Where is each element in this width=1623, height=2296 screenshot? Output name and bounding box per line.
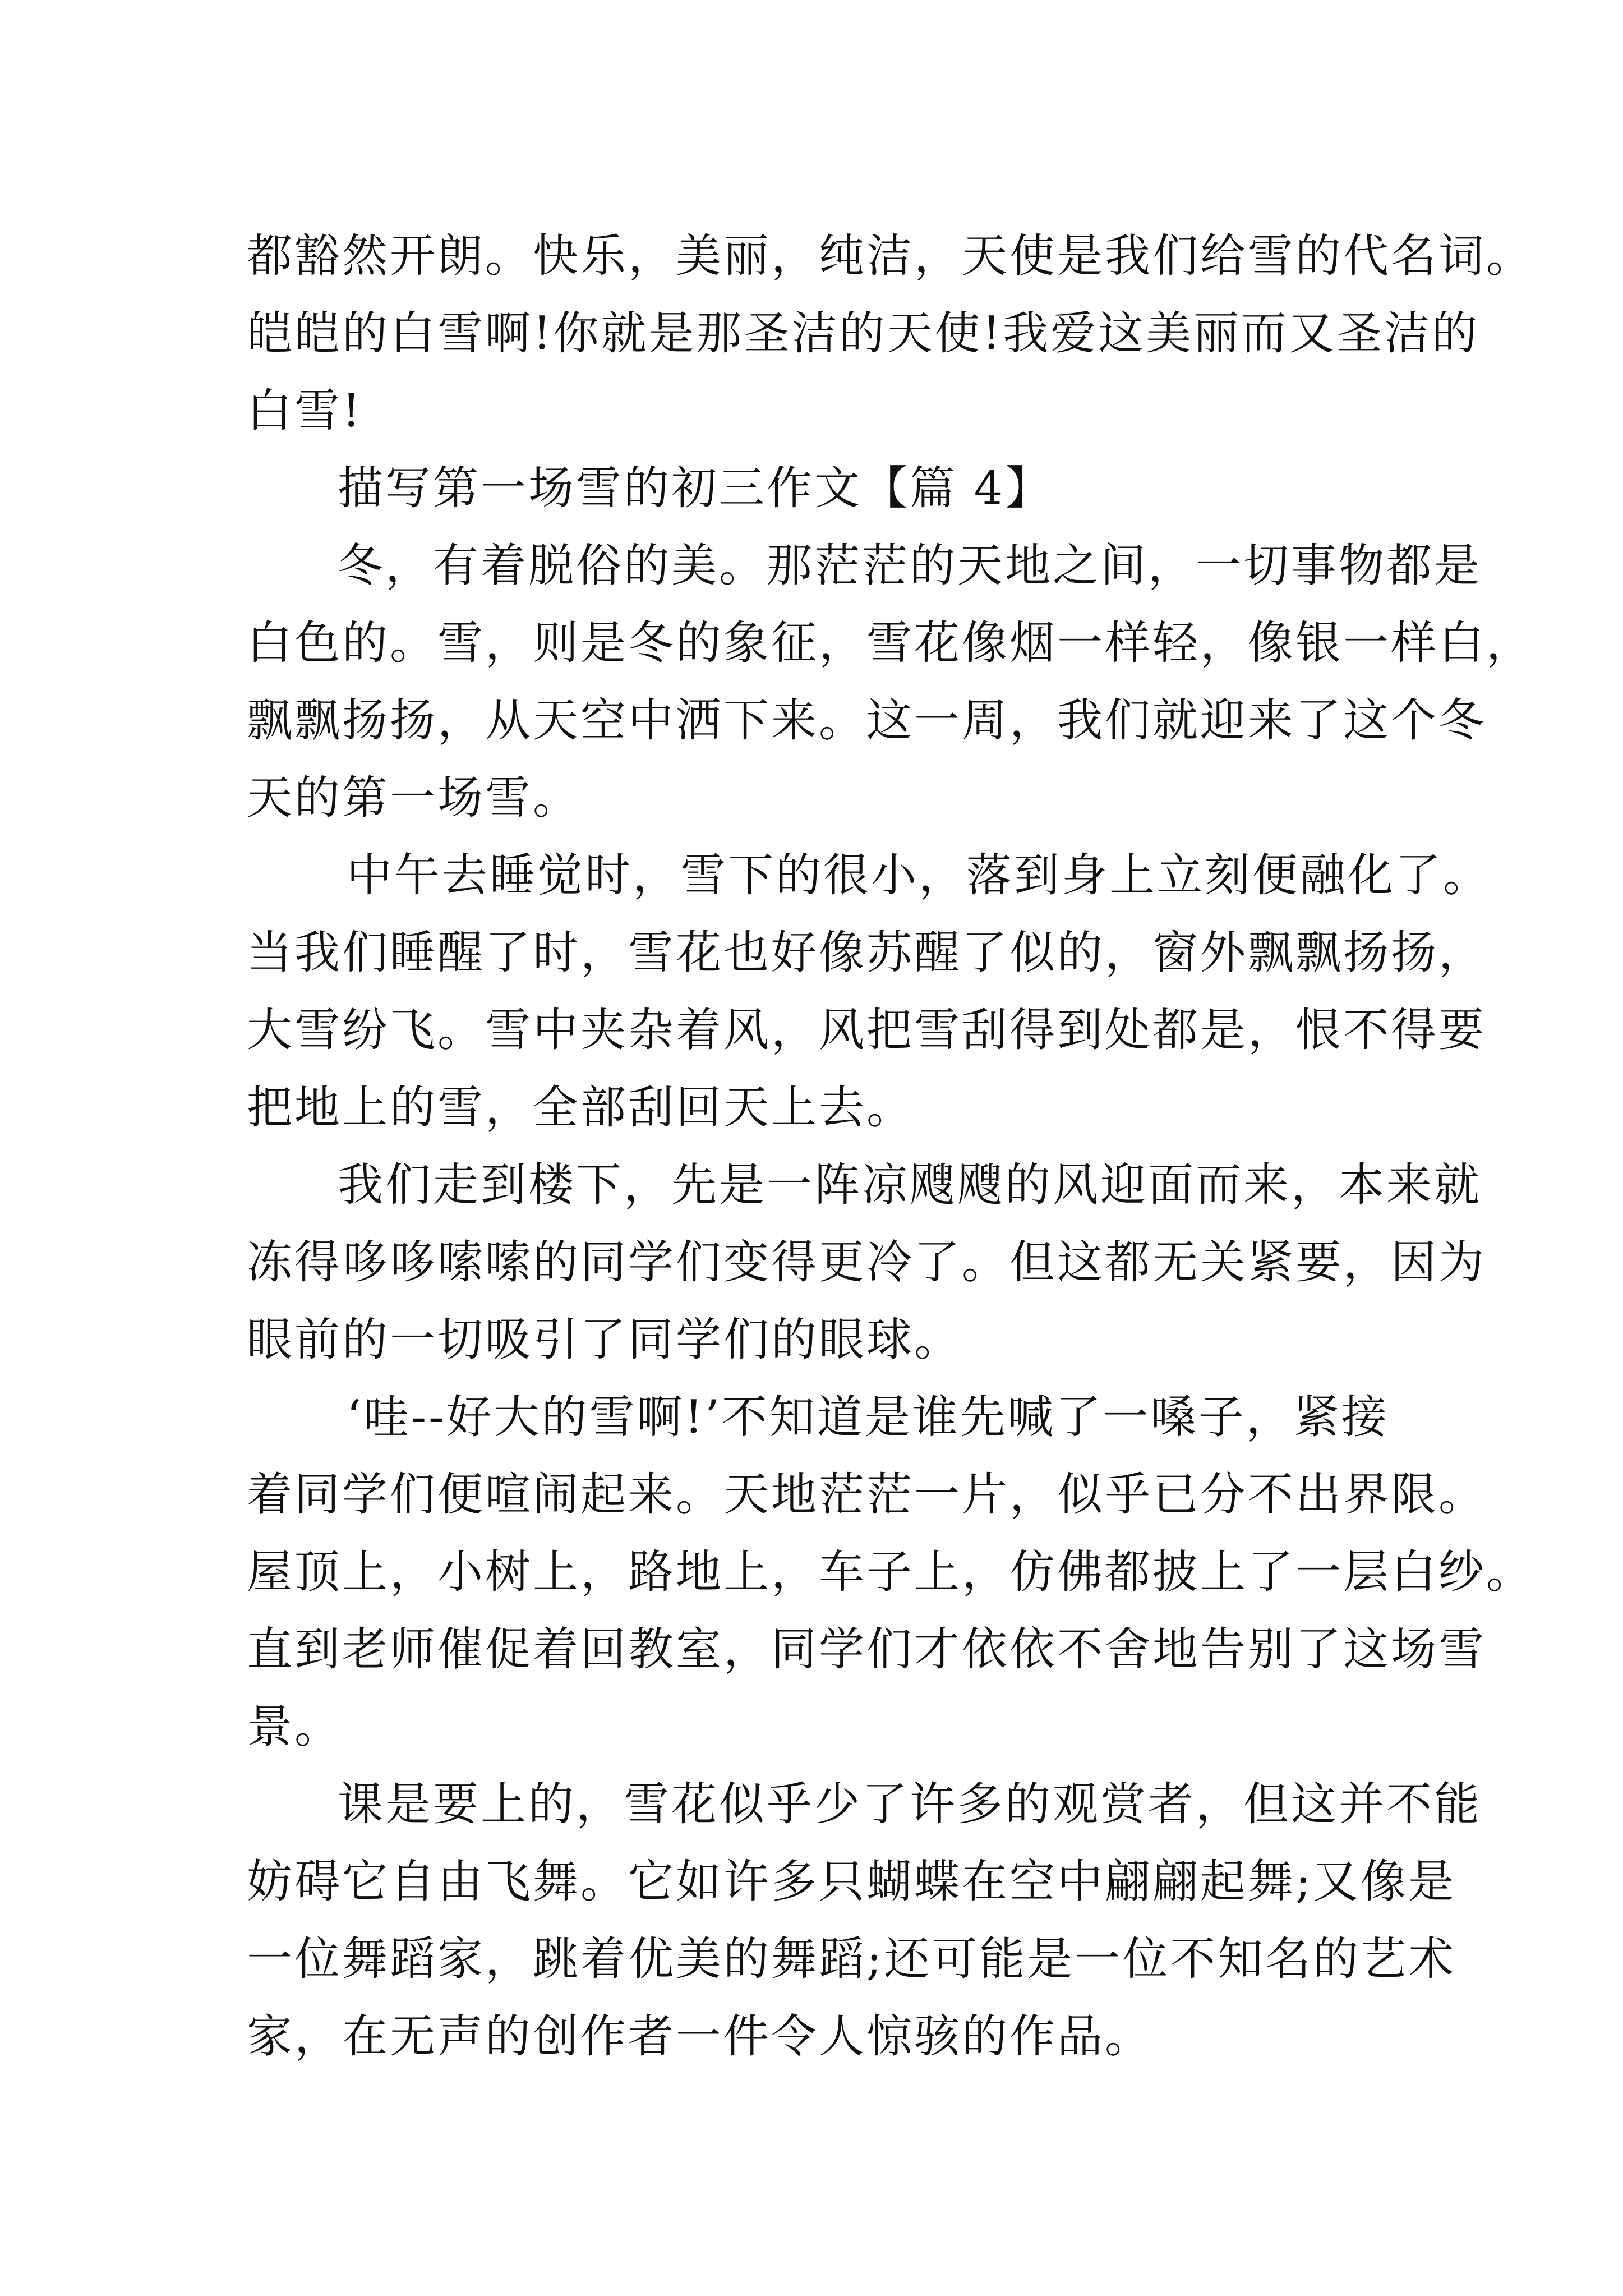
paragraph-1 (247, 527, 1534, 837)
text-line: 中午去睡觉时，雪下的很小，落到身上立刻便融化了。 (347, 849, 1491, 902)
text-line: 白色的。雪，则是冬的象征，雪花像烟一样轻，像银一样白， (247, 617, 1534, 670)
paragraph-4 (247, 1379, 1534, 1766)
section-heading: 描写第一场雪的初三作文【篇 4】 (338, 462, 1053, 515)
text-line: 我们走到楼下，先是一阵凉飕飕的风迎面而来，本来就 (338, 1159, 1482, 1212)
text-line: 着同学们便喧闹起来。天地茫茫一片，似乎已分不出界限。 (247, 1469, 1487, 1521)
text-line: 飘飘扬扬，从天空中洒下来。这一周，我们就迎来了这个冬 (247, 694, 1487, 747)
text-line: 当我们睡醒了时，雪花也好像苏醒了似的，窗外飘飘扬扬， (247, 927, 1487, 979)
continuation-paragraph (247, 218, 1534, 450)
text-line: 妨碍它自由飞舞。它如许多只蝴蝶在空中翩翩起舞;又像是 (247, 1856, 1456, 1908)
text-line: 皑皑的白雪啊!你就是那圣洁的天使!我爱这美丽而又圣洁的 (247, 307, 1480, 360)
text-line: ‘哇--好大的雪啊!’不知道是谁先喊了一嗓子，紧接 (347, 1391, 1389, 1444)
text-line: 把地上的雪，全部刮回天上去。 (247, 1082, 915, 1134)
paragraph-5 (247, 1766, 1482, 2076)
text-line: 屋顶上，小树上，路地上，车子上，仿佛都披上了一层白纱。 (247, 1546, 1534, 1599)
text-line: 天的第一场雪。 (247, 772, 581, 825)
text-line: 直到老师催促着回教室，同学们才依依不舍地告别了这场雪 (247, 1623, 1487, 1676)
paragraph-2 (247, 837, 1491, 1147)
text-line: 白雪! (247, 385, 363, 438)
paragraph-3 (247, 1147, 1487, 1379)
text-line: 一位舞蹈家，跳着优美的舞蹈;还可能是一位不知名的艺术 (247, 1933, 1456, 1986)
text-line: 课是要上的，雪花似乎少了许多的观赏者，但这并不能 (338, 1778, 1482, 1831)
text-line: 冻得哆哆嗦嗦的同学们变得更冷了。但这都无关紧要，因为 (247, 1236, 1487, 1289)
text-line: 冬，有着脱俗的美。那茫茫的天地之间，一切事物都是 (338, 540, 1482, 592)
text-line: 大雪纷飞。雪中夹杂着风，风把雪刮得到处都是，恨不得要 (247, 1004, 1487, 1057)
text-line: 都豁然开朗。快乐，美丽，纯洁，天使是我们给雪的代名词。 (247, 230, 1534, 283)
text-line: 景。 (247, 1701, 343, 1754)
text-line: 眼前的一切吸引了同学们的眼球。 (247, 1314, 962, 1366)
document-body (247, 218, 1534, 2076)
text-line: 家，在无声的创作者一件令人惊骇的作品。 (247, 2010, 1153, 2063)
